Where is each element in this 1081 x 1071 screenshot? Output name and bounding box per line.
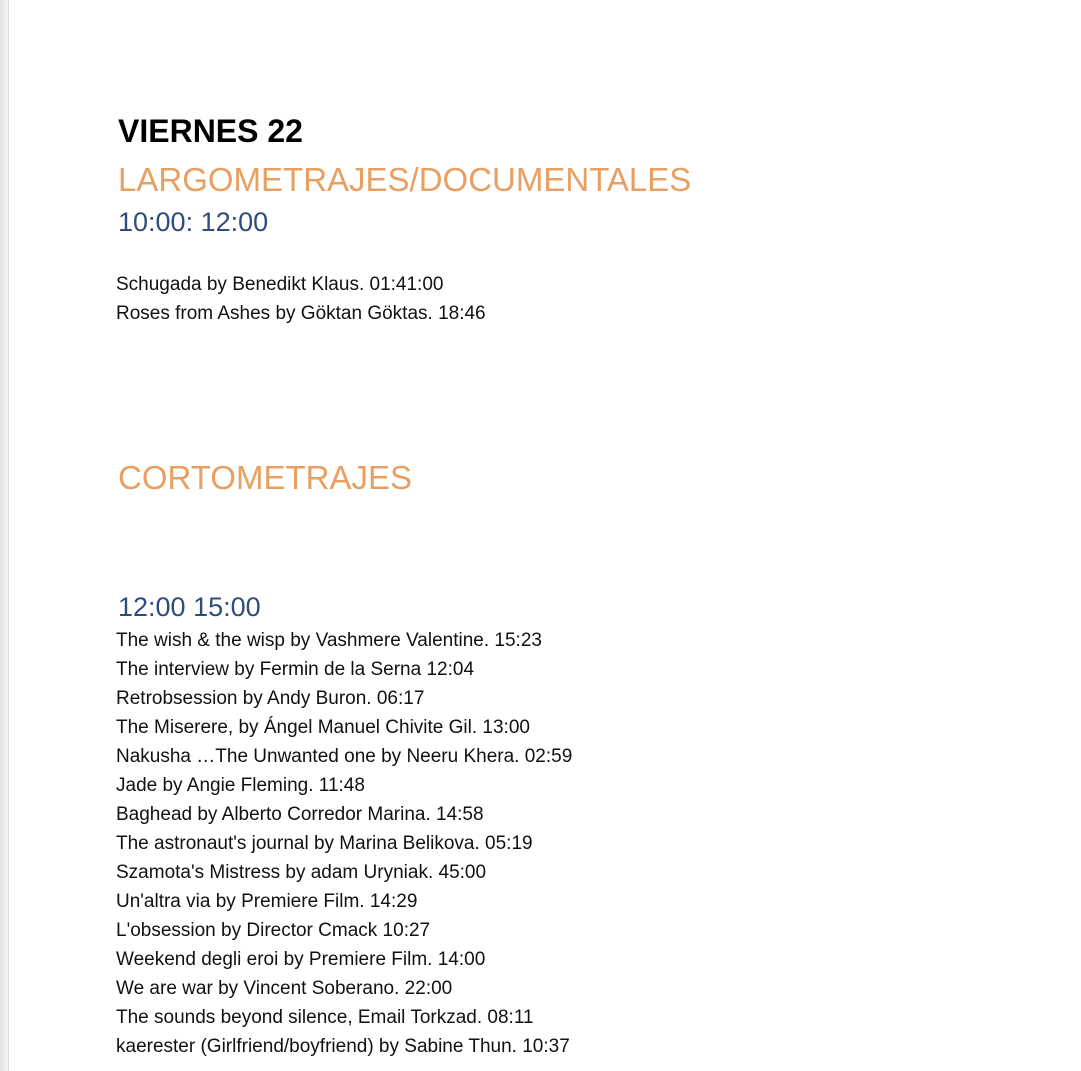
feature-section-heading: LARGOMETRAJES/DOCUMENTALES [118,161,692,198]
shorts-film-list [116,626,572,1061]
film-entry: kaerester (Girlfriend/boyfriend) by Sabine Thun. 10:37 [116,1036,570,1057]
film-entry: L'obsession by Director Cmack 10:27 [116,920,431,941]
film-entry: Nakusha …The Unwanted one by Neeru Khera. 02:59 [116,746,573,767]
film-entry: Weekend degli eroi by Premiere Film. 14:00 [116,949,486,970]
film-entry: The wish & the wisp by Vashmere Valentine. 15:23 [116,630,542,651]
shorts-section-heading: CORTOMETRAJES [118,459,412,496]
day-title: VIERNES 22 [118,113,303,149]
feature-film-list [116,270,486,328]
film-entry: Roses from Ashes by Göktan Göktas. 18:46 [116,303,486,324]
film-entry: Jade by Angie Fleming. 11:48 [116,775,365,796]
film-entry: The interview by Fermin de la Serna 12:04 [116,659,475,680]
film-entry: Schugada by Benedikt Klaus. 01:41:00 [116,274,444,295]
feature-time-slot: 10:00: 12:00 [118,207,269,237]
film-entry: The sounds beyond silence, Email Torkzad. 08:11 [116,1007,534,1028]
film-entry: Baghead by Alberto Corredor Marina. 14:58 [116,804,484,825]
shorts-time-slot: 12:00 15:00 [118,592,261,622]
film-entry: The astronaut's journal by Marina Belikova. 05:19 [116,833,533,854]
film-entry: Un'altra via by Premiere Film. 14:29 [116,891,418,912]
film-entry: Szamota's Mistress by adam Uryniak. 45:00 [116,862,487,883]
film-entry: The Miserere, by Ángel Manuel Chivite Gil. 13:00 [116,717,530,738]
film-entry: We are war by Vincent Soberano. 22:00 [116,978,453,999]
film-entry: Retrobsession by Andy Buron. 06:17 [116,688,425,709]
